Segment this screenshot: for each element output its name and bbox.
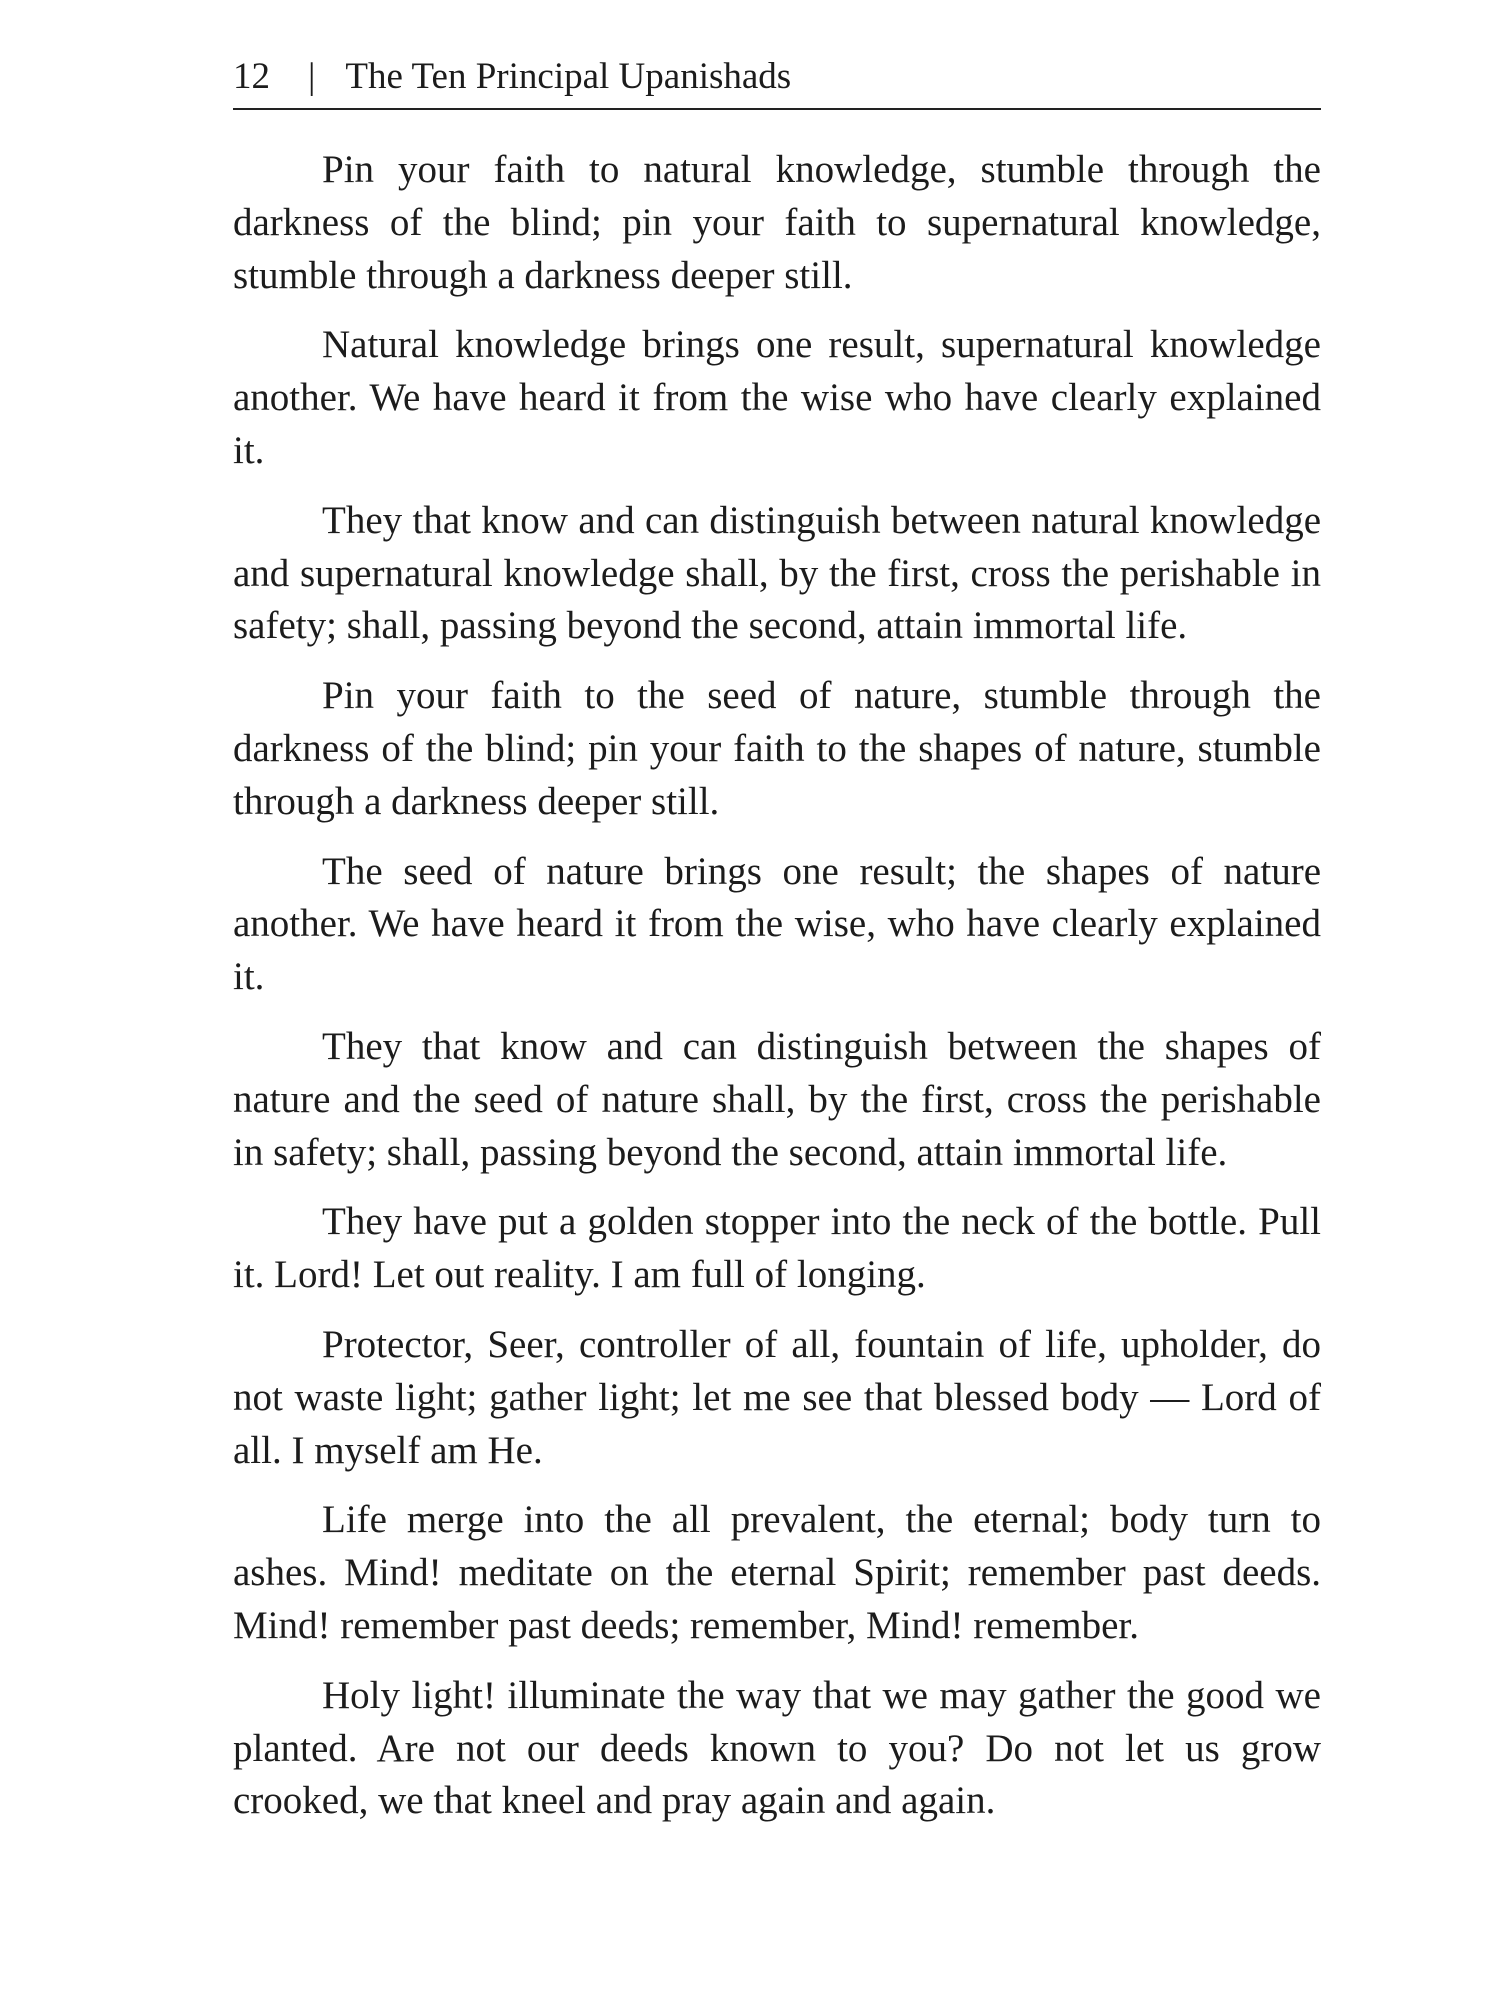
page-number: 12 — [233, 56, 270, 97]
header-rule — [233, 108, 1321, 110]
paragraph: Natural knowledge brings one result, supernatural knowledge another. We have heard it from the wise who have clearly explained it. — [233, 323, 1321, 472]
paragraph: Pin your faith to natural knowledge, stumble through the darkness of the blind; pin your faith to supernatural knowledge, stumble through a darkness deeper still. — [233, 148, 1321, 297]
paragraph: Pin your faith to the seed of nature, stumble through the darkness of the blind; pin your faith to the shapes of nature, stumble through a darkness deeper still. — [233, 674, 1321, 823]
running-header — [233, 52, 1321, 104]
paragraph: Protector, Seer, controller of all, fountain of life, upholder, do not waste light; gather light; let me see that blessed body — Lord of all. I myself am He. — [233, 1322, 1321, 1472]
book-title: The Ten Principal Upanishads — [345, 56, 792, 97]
paragraph: Life merge into the all prevalent, the eternal; body turn to ashes. Mind! meditate on the eternal Spirit; remember past deeds. Mind! remember past deeds; remember, Mind! remember. — [233, 1498, 1321, 1647]
header-separator: | — [308, 56, 316, 97]
paragraph: The seed of nature brings one result; the shapes of nature another. We have heard it from the wise, who have clearly explained it. — [233, 849, 1321, 999]
paragraph: They that know and can distinguish between natural knowledge and supernatural knowledge shall, by the first, cross the perishable in safety; shall, passing beyond the second, attain immortal life. — [233, 498, 1321, 648]
body-text — [233, 144, 1321, 1845]
paragraph: They have put a golden stopper into the neck of the bottle. Pull it. Lord! Let out reality. I am full of longing. — [233, 1200, 1321, 1297]
paragraph: They that know and can distinguish between the shapes of nature and the seed of nature shall, by the first, cross the perishable in safety; shall, passing beyond the second, attain immortal life. — [233, 1024, 1321, 1174]
paragraph: Holy light! illuminate the way that we may gather the good we planted. Are not our deeds known to you? Do not let us grow crooked, we that kneel and pray again and again. — [233, 1673, 1321, 1823]
